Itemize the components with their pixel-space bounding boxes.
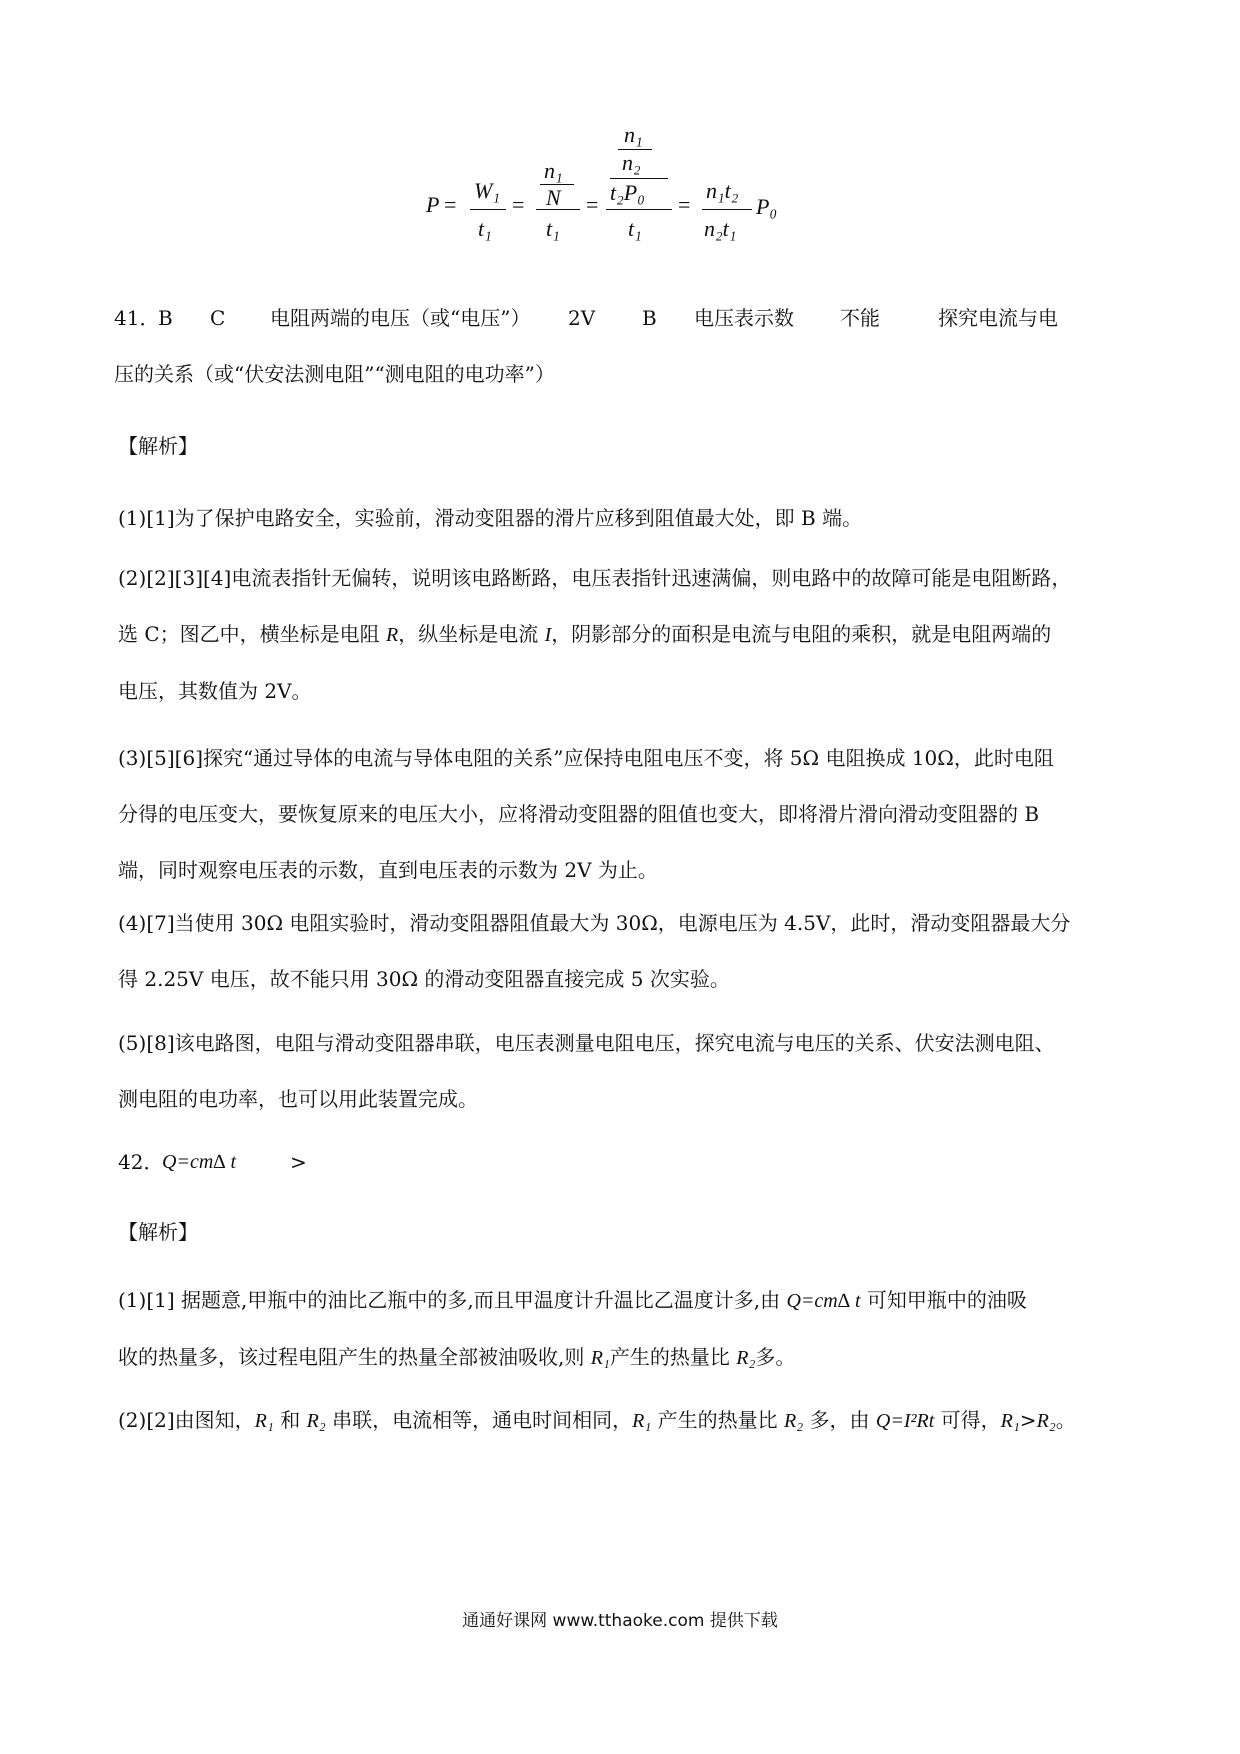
q41-p2c: 电压，其数值为 2V。 bbox=[118, 679, 312, 703]
formula-n1t2: n₁t₂ bbox=[706, 178, 739, 203]
q41-answer-1: B bbox=[158, 306, 173, 330]
q42-analysis-title: 【解析】 bbox=[118, 1220, 198, 1244]
formula-p0: P₀ bbox=[756, 194, 778, 219]
q41-answer-continued: 压的关系（或“伏安法测电阻”“测电阻的电功率”） bbox=[114, 362, 555, 386]
q41-p4a: (4)[7]当使用 30Ω 电阻实验时，滑动变阻器阻值最大为 30Ω，电源电压为 4.5V，此时，滑动变阻器最大分 bbox=[118, 911, 1071, 935]
fraction-bar bbox=[610, 178, 668, 179]
q41-p4b: 得 2.25V 电压，故不能只用 30Ω 的滑动变阻器直接完成 5 次实验。 bbox=[118, 967, 730, 991]
formula-n: N bbox=[546, 185, 561, 210]
formula-n1-b: n₁ bbox=[624, 122, 643, 147]
var-r: R bbox=[386, 624, 399, 646]
formula-eq-2: = bbox=[512, 192, 525, 217]
q41-p5b: 测电阻的电功率，也可以用此装置完成。 bbox=[118, 1087, 478, 1111]
q41-answer bbox=[114, 290, 1120, 402]
q41-answer-2: C bbox=[210, 306, 226, 330]
formula-t2p0: t₂P₀ bbox=[610, 180, 645, 205]
q42-analysis-2 bbox=[118, 1392, 1108, 1449]
text: (2)[2]由图知， bbox=[118, 1408, 255, 1432]
fraction-bar bbox=[606, 209, 672, 210]
formula-joule: =I²Rt bbox=[890, 1410, 935, 1432]
fraction-bar bbox=[702, 209, 752, 210]
q41-p5a: (5)[8]该电路图，电阻与滑动变阻器串联，电压表测量电阻电压，探究电流与电压的关系、伏安法测电阻、 bbox=[118, 1031, 1055, 1055]
formula-n2t1: n₂t₁ bbox=[704, 216, 737, 241]
text: > bbox=[1019, 1408, 1037, 1432]
q41-answer-4: 2V bbox=[568, 306, 596, 330]
formula-n2-a: n₂ bbox=[622, 150, 641, 175]
q41-analysis bbox=[118, 490, 1108, 546]
var-r2: R₂ bbox=[783, 1410, 804, 1432]
text: 产生的热量比 bbox=[657, 1408, 784, 1432]
q42-analysis-1 bbox=[118, 1272, 1108, 1386]
q41-answer-5: B bbox=[642, 306, 657, 330]
q42-answer bbox=[118, 1134, 1108, 1190]
q41-analysis-4 bbox=[118, 895, 1108, 1007]
formula-eq-1: = bbox=[444, 192, 457, 217]
q41-analysis-title: 【解析】 bbox=[118, 434, 198, 458]
formula-n1-a: n₁ bbox=[544, 158, 563, 183]
var-i: I bbox=[544, 624, 552, 646]
q42-p1b bbox=[118, 1329, 1108, 1386]
formula-t1-b: t₁ bbox=[546, 216, 560, 241]
text: ，纵坐标是电流 bbox=[398, 622, 545, 646]
var-q: Q bbox=[875, 1410, 891, 1432]
text: 和 bbox=[280, 1408, 307, 1432]
formula-t1-c: t₁ bbox=[628, 216, 642, 241]
var-r2: R₂ bbox=[736, 1347, 756, 1369]
var-r1: R₁ bbox=[1000, 1410, 1020, 1432]
text: 收的热量多，该过程电阻产生的热量全部被油吸收,则 bbox=[118, 1345, 591, 1369]
q42-answer-2: > bbox=[290, 1150, 307, 1174]
q41-analysis-5 bbox=[118, 1015, 1108, 1127]
formula-eq-4: = bbox=[678, 192, 691, 217]
q42-p2 bbox=[118, 1392, 1108, 1449]
formula-p: P bbox=[426, 192, 440, 217]
text: 选 C；图乙中，横坐标是电阻 bbox=[118, 622, 387, 646]
q42-answer-1: Q=cm∆ t bbox=[162, 1151, 237, 1173]
text: 可得， bbox=[934, 1408, 1001, 1432]
q41-answer-8: 探究电流与电 bbox=[938, 306, 1058, 330]
formula-eq-3: = bbox=[586, 192, 599, 217]
var-r1: R₁ bbox=[254, 1410, 274, 1432]
q41-answer-6: 电压表示数 bbox=[694, 306, 794, 330]
formula-heat: Q=cm∆ t bbox=[786, 1290, 861, 1312]
q41-analysis-3 bbox=[118, 730, 1108, 898]
text: (1)[1] 据题意,甲瓶中的油比乙瓶中的多,而且甲温度计升温比乙温度计多,由 bbox=[118, 1288, 787, 1312]
q41-analysis-2 bbox=[118, 550, 1108, 719]
text: 多，由 bbox=[809, 1408, 876, 1432]
power-formula bbox=[426, 122, 790, 270]
text: 可知甲瓶中的油吸 bbox=[860, 1288, 1027, 1312]
var-r1: R₁ bbox=[590, 1347, 610, 1369]
formula-w1: W₁ bbox=[474, 178, 500, 203]
q41-p3c: 端，同时观察电压表的示数，直到电压表的示数为 2V 为止。 bbox=[118, 858, 658, 882]
q41-p3b: 分得的电压变大，要恢复原来的电压大小，应将滑动变阻器的阻值也变大，即将滑片滑向滑动变阻器的 B bbox=[118, 802, 1040, 826]
q41-label: 41． bbox=[114, 306, 160, 330]
page-footer: 通通好课网 www.tthaoke.com 提供下载 bbox=[462, 1611, 778, 1631]
q42-p1a bbox=[118, 1272, 1108, 1329]
q41-p2b bbox=[118, 606, 1108, 663]
q41-p3a: (3)[5][6]探究“通过导体的电流与导体电阻的关系”应保持电阻电压不变，将 5Ω 电阻换成 10Ω，此时电阻 bbox=[118, 746, 1054, 770]
fraction-bar bbox=[470, 209, 506, 210]
text: 产生的热量比 bbox=[609, 1345, 737, 1369]
q42-label: 42． bbox=[118, 1150, 164, 1174]
formula-t1-a: t₁ bbox=[478, 216, 492, 241]
q41-answer-7: 不能 bbox=[840, 306, 880, 330]
q41-p2a: (2)[2][3][4]电流表指针无偏转，说明该电路断路，电压表指针迅速满偏，则电路中的故障可能是电阻断路， bbox=[118, 566, 1072, 590]
var-r1: R₁ bbox=[632, 1410, 652, 1432]
text: ，阴影部分的面积是电流与电阻的乘积，就是电阻两端的 bbox=[551, 622, 1052, 646]
text: 。 bbox=[1055, 1408, 1076, 1432]
q41-p1: (1)[1]为了保护电路安全，实验前，滑动变阻器的滑片应移到阻值最大处，即 B 端。 bbox=[118, 506, 863, 530]
text: 多。 bbox=[755, 1345, 796, 1369]
fraction-bar bbox=[536, 209, 580, 210]
var-r2: R₂ bbox=[306, 1410, 326, 1432]
q41-answer-3: 电阻两端的电压（或“电压”） bbox=[270, 306, 531, 330]
var-r2: R₂ bbox=[1036, 1410, 1056, 1432]
text: 串联，电流相等，通电时间相同， bbox=[332, 1408, 633, 1432]
